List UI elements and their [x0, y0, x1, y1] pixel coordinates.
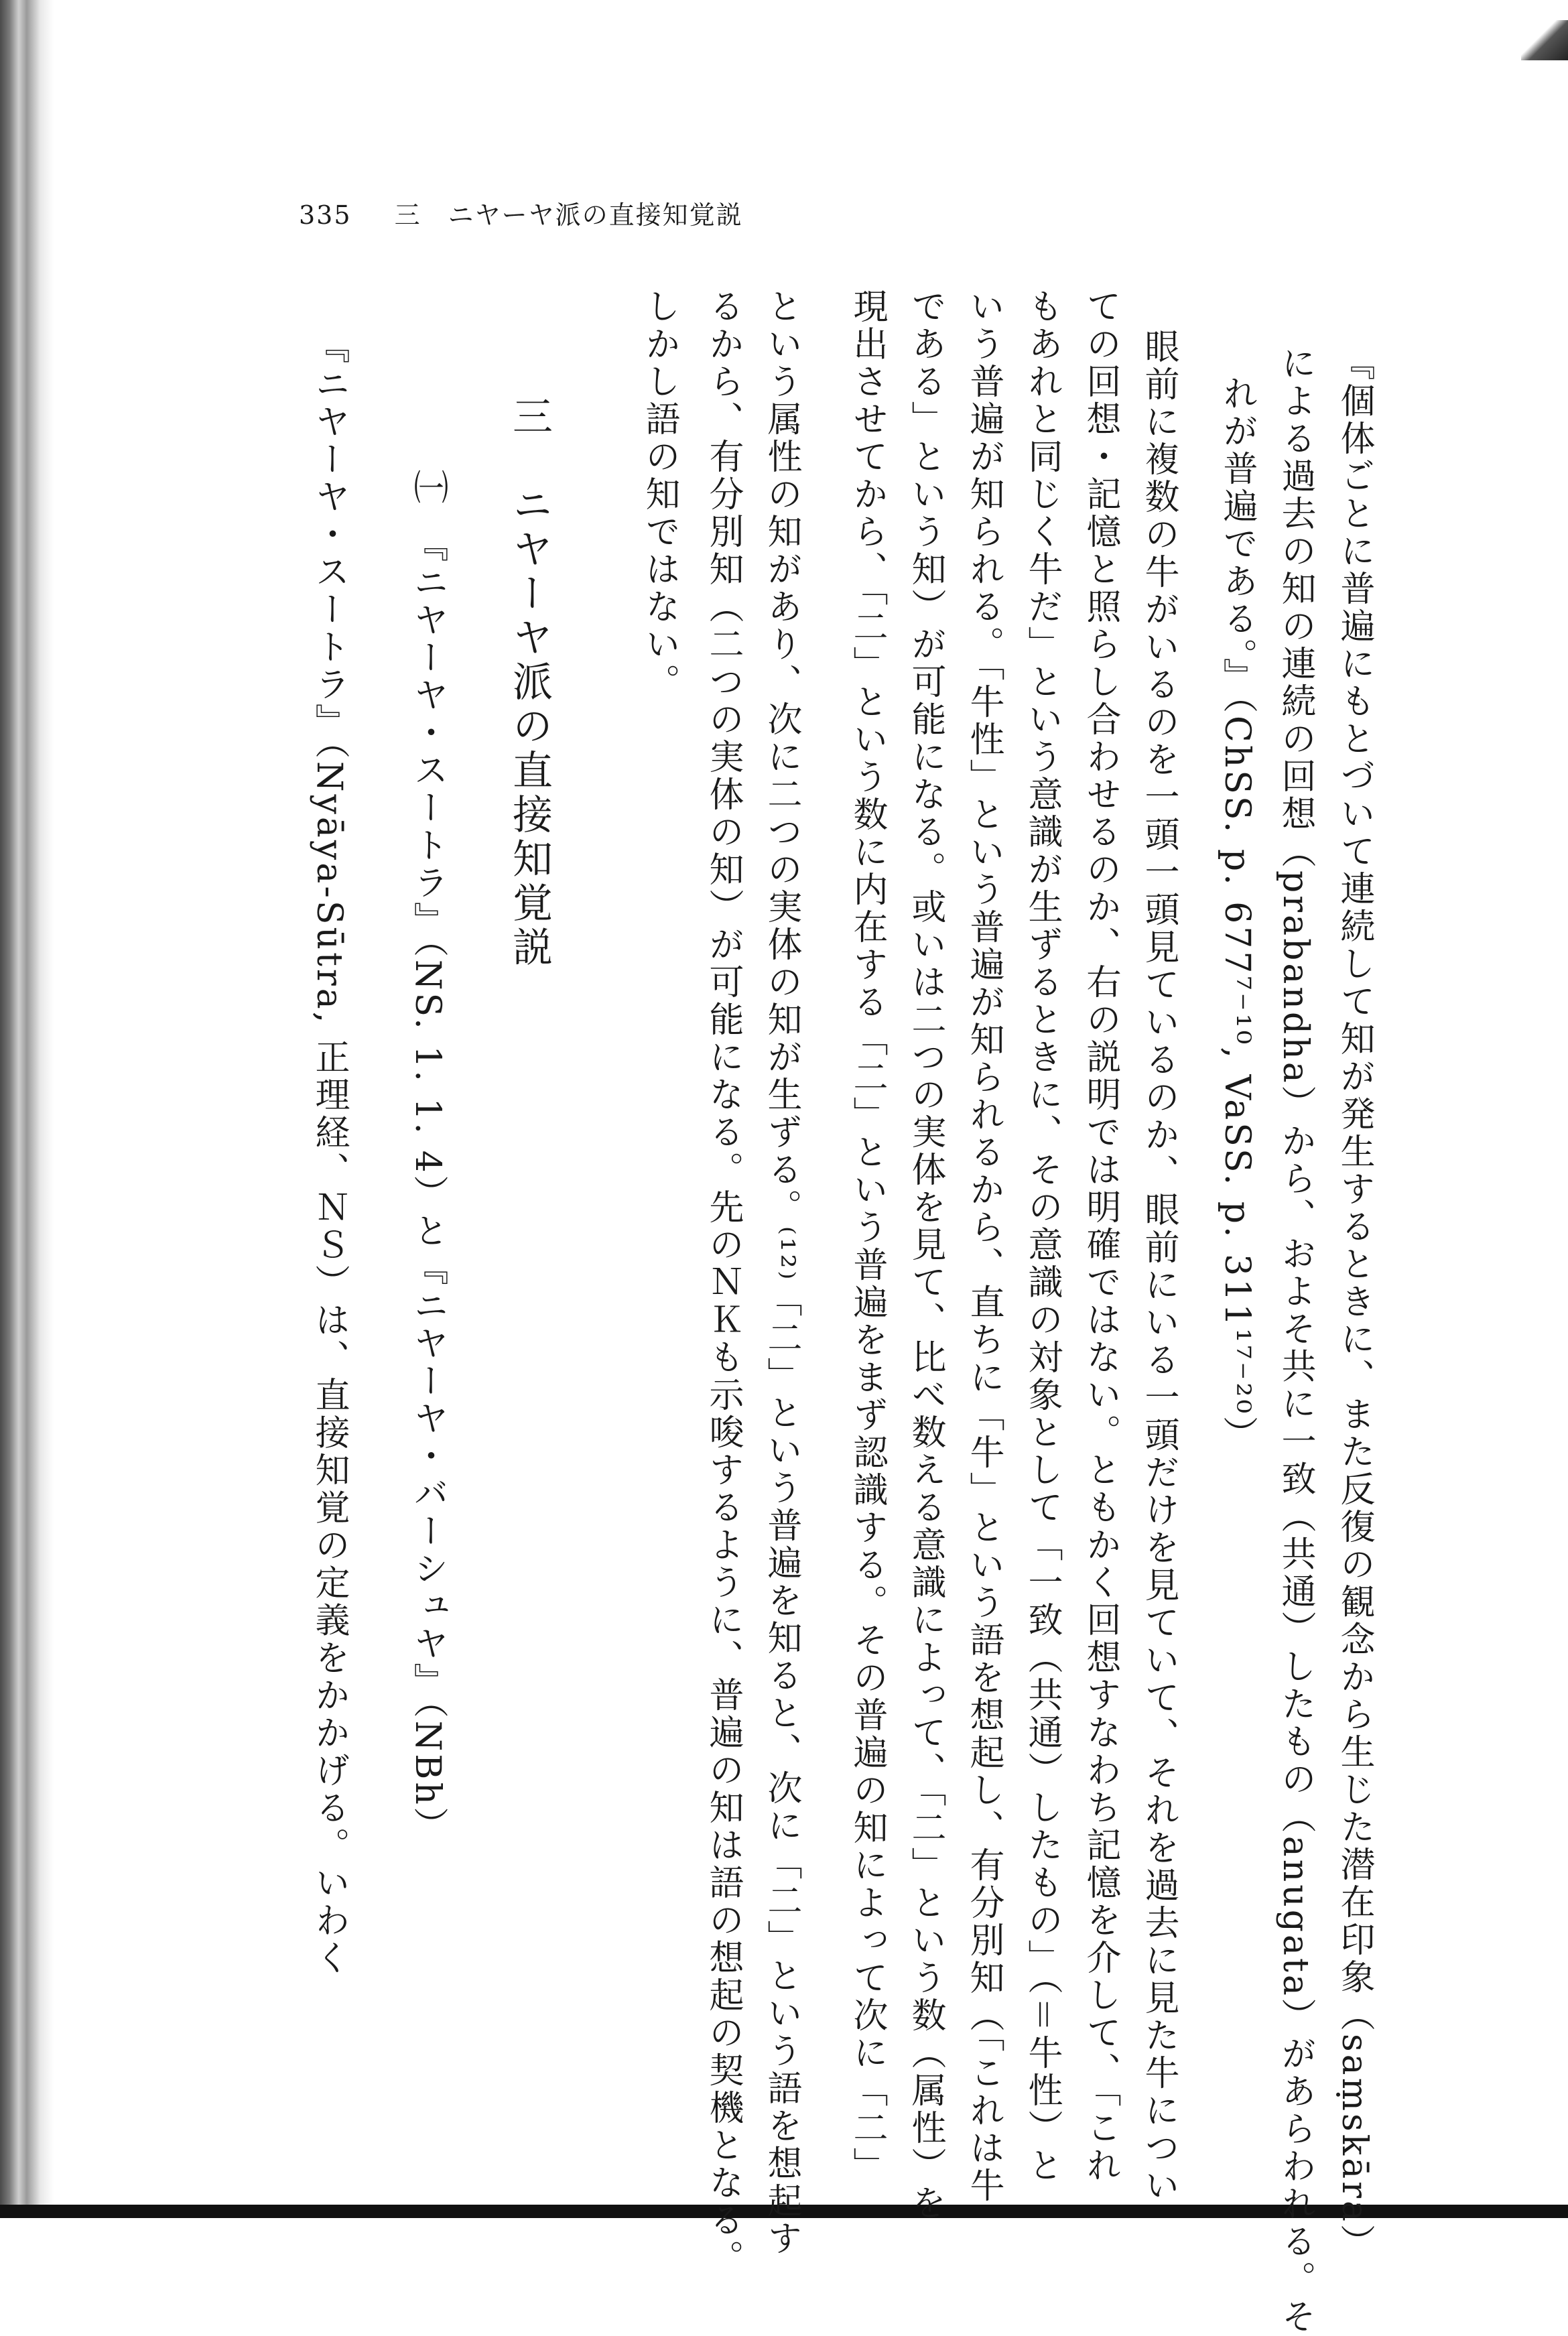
text-line: れが普遍である。』（ChSS. p. 677⁷⁻¹⁰, VaSS. p. 311¹⁷⁻²⁰）: [1217, 375, 1257, 1454]
text-line: による過去の知の連続の回想（prabandha）から、およそ共に一致（共通）したもの（anugata）があらわれる。そ: [1275, 345, 1315, 2336]
text-line: 現出させてから、「二」という数に内在する「二」という普遍をまず認識する。その普遍の知によって次に「二」: [847, 288, 887, 2185]
text-line: 眼前に複数の牛がいるのを一頭一頭見ているのか、眼前にいる一頭だけを見ていて、それを過去に見た牛につい: [1138, 328, 1179, 2205]
text-line: しかし語の知ではない。: [639, 288, 679, 701]
text-line: もあれと同じく牛だ」という意識が生ずるときに、その意識の対象として「一致（共通）したもの」（＝牛性）と: [1022, 288, 1062, 2185]
page-binding-shadow: [0, 0, 54, 2218]
page-corner-fold: [1521, 20, 1568, 60]
text-line: 『個体ごとに普遍にもとづいて連続して知が発生するときに、また反復の観念から生じた潜在印象（saṃskāra）: [1334, 345, 1374, 2262]
text-line: いう普遍が知られる。「牛性」という普遍が知られるから、直ちに「牛」という語を想起し、有分別知（「これは牛: [964, 288, 1004, 2205]
section-heading: 三 ニヤーヤ派の直接知覚説: [506, 395, 553, 970]
subsection-heading: ㈠ 『ニヤーヤ・スートラ』（NS. 1. 1. 4）と『ニヤーヤ・バーシュヤ』（NBh）: [407, 469, 448, 1845]
text-line: るから、有分別知（二つの実体の知）が可能になる。先のＮＫも示唆するように、普遍の知は語の想起の契機となる。: [703, 288, 743, 2277]
text-line: である」という知）が可能になる。或いは二つの実体を見て、比べ数える意識によって、「二」という数（属性）を: [905, 288, 945, 2222]
text-line: という属性の知があり、次に二つの実体の知が生ずる。⁽¹²⁾「二」という普遍を知ると、次に「二」という語を想起す: [761, 288, 801, 2258]
running-header: [299, 194, 743, 231]
text-line: ての回想・記憶と照らし合わせるのか、右の説明では明確ではない。ともかく回想すなわち記憶を介して、「これ: [1080, 288, 1120, 2185]
text-line: 『ニヤーヤ・スートラ』（Nyāya-Sūtra, 正理経、ＮＳ）は、直接知覚の定義をかかげる。いわく: [309, 328, 349, 1977]
running-title: 三 ニヤーヤ派の直接知覚説: [394, 200, 743, 230]
page-number: 335: [299, 200, 352, 230]
